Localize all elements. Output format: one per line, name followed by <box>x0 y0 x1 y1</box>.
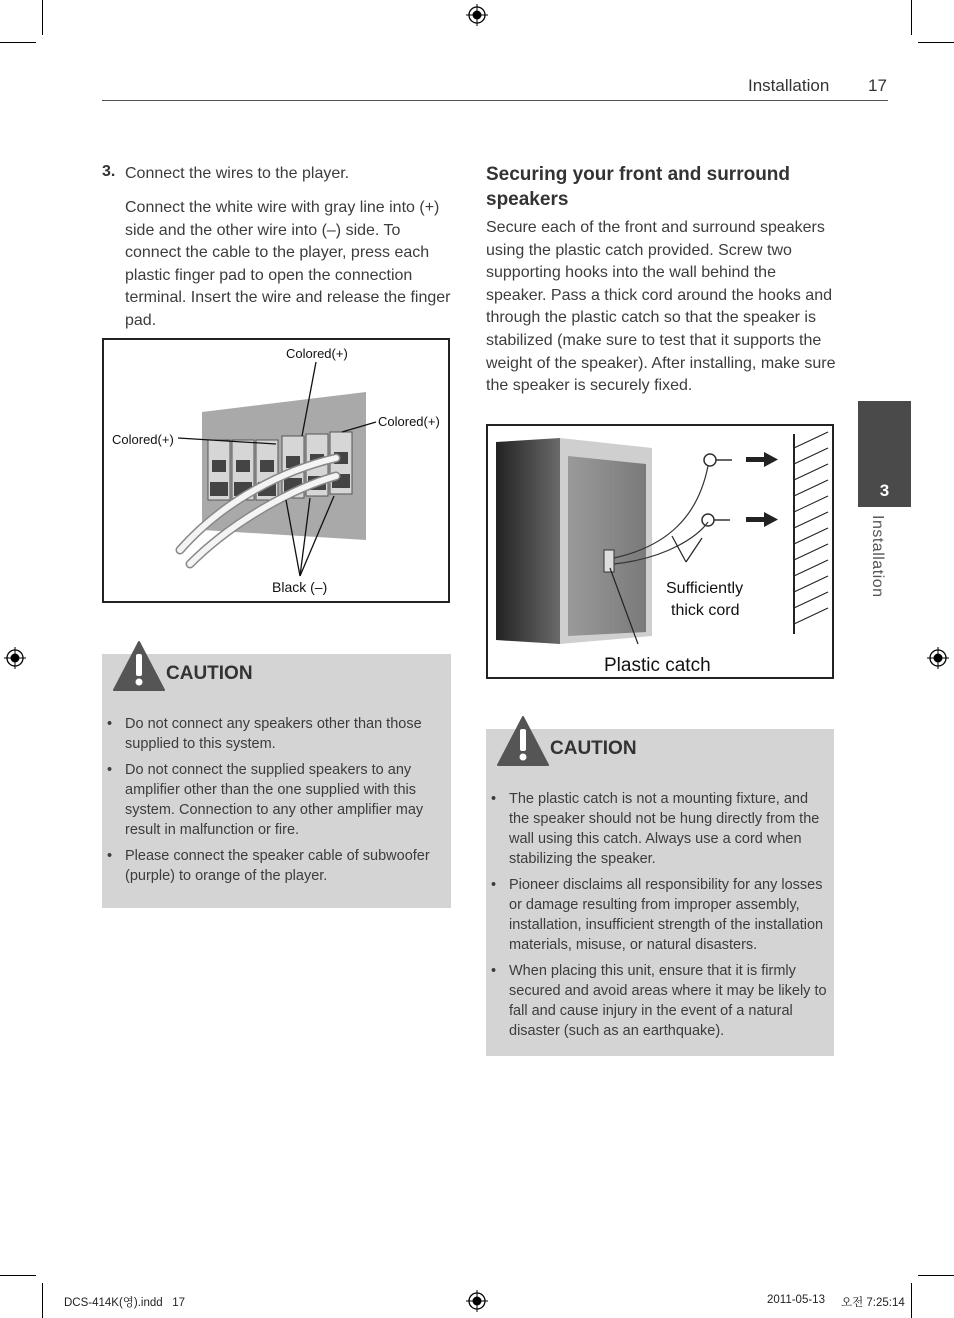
chapter-tab-label: Installation <box>869 515 886 598</box>
caution-item: • Do not connect the supplied speakers to any amplifier other than the one supplied with this system. Connection to any other amplifier may result in malfunction or fire. <box>107 762 424 838</box>
label-colored-right: Colored(+) <box>378 414 440 429</box>
label-colored-left: Colored(+) <box>112 432 174 447</box>
caution-title: CAUTION <box>166 663 253 684</box>
step-body: Connect the white wire with gray line into (+) side and the other wire into (–) side. To connect the cable to the player, press each plastic finger pad to open the connection terminal. Insert the wire and release the finger pad. <box>125 199 451 329</box>
section-heading: Securing your front and surround speakers <box>486 164 791 210</box>
terminal-connection-figure <box>102 338 450 603</box>
label-black: Black (–) <box>272 579 328 595</box>
warning-icon <box>112 640 166 692</box>
step-number: 3. <box>102 163 116 180</box>
footer-time: 오전 7:25:14 <box>841 1297 905 1309</box>
footer-date: 2011-05-13 <box>767 1294 825 1306</box>
caution-item: • Please connect the speaker cable of subwoofer (purple) to orange of the player. <box>107 848 430 884</box>
crop-mark <box>42 1283 43 1318</box>
caution-title: CAUTION <box>550 738 637 759</box>
crop-mark <box>911 0 912 35</box>
crop-mark <box>918 1275 954 1276</box>
caution-list <box>486 789 831 1047</box>
step-title: Connect the wires to the player. <box>125 165 350 182</box>
chapter-number: 3 <box>879 481 890 500</box>
page-number: 17 <box>868 76 887 95</box>
label-cord-line1: Sufficiently <box>666 580 744 597</box>
section-body: Secure each of the front and surround speakers using the plastic catch provided. Screw two supporting hooks into the wall behind the speaker. Pass a thick cord around the hooks and through the plastic catch so that the speaker is stabilized (make sure to test that it supports the weight of the speaker). After installing, make sure the speaker is securely fixed. <box>486 219 836 395</box>
caution-item: • Pioneer disclaims all responsibility for any losses or damage resulting from improper assembly, installation, insufficient strength of the installation materials, misuse, or natural disasters. <box>491 877 824 953</box>
caution-item: • The plastic catch is not a mounting fixture, and the speaker should not be hung directly from the wall using this catch. Always use a cord when stabilizing the speaker. <box>491 791 820 867</box>
crop-mark <box>918 42 954 43</box>
caution-box <box>102 654 451 908</box>
registration-mark-icon <box>4 647 26 669</box>
crop-mark <box>0 42 36 43</box>
registration-mark-icon <box>466 1290 488 1312</box>
header-rule <box>102 100 888 101</box>
warning-icon <box>496 715 550 767</box>
footer-file-info: DCS-414K(영).indd 17 <box>64 1297 186 1309</box>
caution-box <box>486 729 834 1056</box>
chapter-tab <box>858 401 911 507</box>
caution-item: • Do not connect any speakers other than those supplied to this system. <box>107 716 422 752</box>
registration-mark-icon <box>466 4 488 26</box>
header-section-title: Installation <box>748 76 830 95</box>
terminal-illustration <box>104 340 448 601</box>
caution-item: • When placing this unit, ensure that it is firmly secured and avoid areas where it may be likely to fall and cause injury in the event of a natural disaster (such as an earthquake). <box>491 963 827 1039</box>
label-colored-top: Colored(+) <box>286 346 348 361</box>
label-cord-line2: thick cord <box>671 602 740 619</box>
speaker-securing-figure <box>486 424 834 679</box>
registration-mark-icon <box>927 647 949 669</box>
crop-mark <box>0 1275 36 1276</box>
speaker-securing-illustration <box>488 426 832 677</box>
caution-list <box>102 714 440 892</box>
crop-mark <box>42 0 43 35</box>
crop-mark <box>911 1283 912 1318</box>
label-plastic-catch: Plastic catch <box>604 655 711 676</box>
